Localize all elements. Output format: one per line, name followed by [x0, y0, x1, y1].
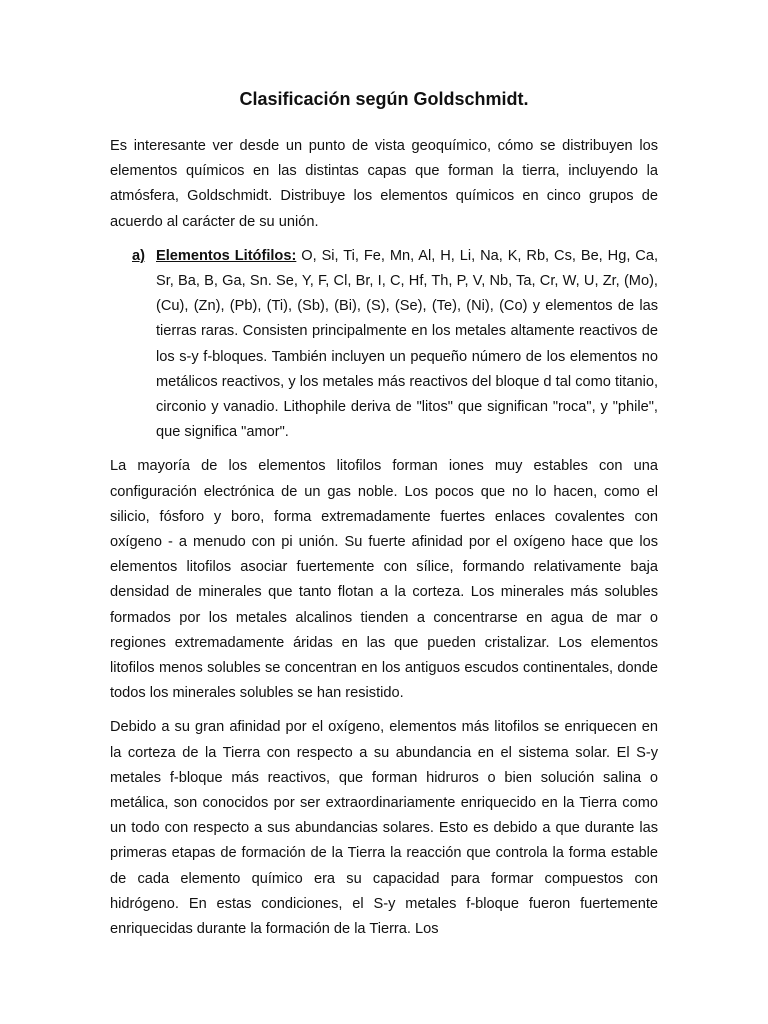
- list-item-litofilos: [110, 244, 658, 446]
- list-item-text: O, Si, Ti, Fe, Mn, Al, H, Li, Na, K, Rb, Cs, Be, Hg, Ca, Sr, Ba, B, Ga, Sn. Se, Y, F, Cl, Br, I, C, Hf, Th, P, V, Nb, Ta, Cr, W, U, Zr, (Mo), (Cu), (Zn), (Pb), (Ti), (Sb), (Bi), (S), (Se), (Te), (Ni), (Co) y elementos de las tierras raras. Consisten principalmente en los metales altamente reactivos de los s-y f-bloques. También incluyen un pequeño número de los elementos no metálicos reactivos, y los metales más reactivos del bloque d tal como titanio, circonio y vanadio. Lithophile deriva de "litos" que significan "roca", y "phile", que significa "amor".: [156, 247, 658, 441]
- list-item-body: [156, 244, 658, 446]
- document-title: Clasificación según Goldschmidt.: [239, 89, 529, 109]
- list-item-heading: Elementos Litófilos:: [156, 247, 297, 264]
- body-paragraph-2: La mayoría de los elementos litofilos forman iones muy estables con una configuración electrónica de un gas noble. Los pocos que no lo hacen, como el silicio, fósforo y boro, forma extremadamente fuertes enlaces covalentes con oxígeno - a menudo con pi unión. Su fuerte afinidad por el oxígeno hace que los elementos litofilos asociar fuertemente con sílice, formando relativamente baja densidad de minerales que tanto flotan a la corteza. Los minerales más solubles formados por los metales alcalinos tienden a concentrarse en agua de mar o regiones extremadamente áridas en las que pueden cristalizar. Los elementos litofilos menos solubles se concentran en los antiguos escudos continentales, donde todos los minerales solubles se han resistido.: [110, 458, 658, 702]
- document-page: [110, 84, 658, 951]
- body-paragraph-3: Debido a su gran afinidad por el oxígeno, elementos más litofilos se enriquecen en la corteza de la Tierra con respecto a su abundancia en el sistema solar. El S-y metales f-bloque más reactivos, que forman hidruros o bien solución salina o metálica, son conocidos por ser extraordinariamente enriquecido en la Tierra como un todo con respecto a sus abundancias solares. Esto es debido a que durante las primeras etapas de formación de la Tierra la reacción que controla la forma estable de cada elemento químico era su capacidad para formar compuestos con hidrógeno. En estas condiciones, el S-y metales f-bloque fueron fuertemente enriquecidas durante la formación de la Tierra. Los: [110, 719, 658, 938]
- list-marker: a): [132, 247, 145, 264]
- intro-paragraph: Es interesante ver desde un punto de vista geoquímico, cómo se distribuyen los elementos químicos en las distintas capas que forman la tierra, incluyendo la atmósfera, Goldschmidt. Distribuye los elementos químicos en cinco grupos de acuerdo al carácter de su unión.: [110, 138, 658, 230]
